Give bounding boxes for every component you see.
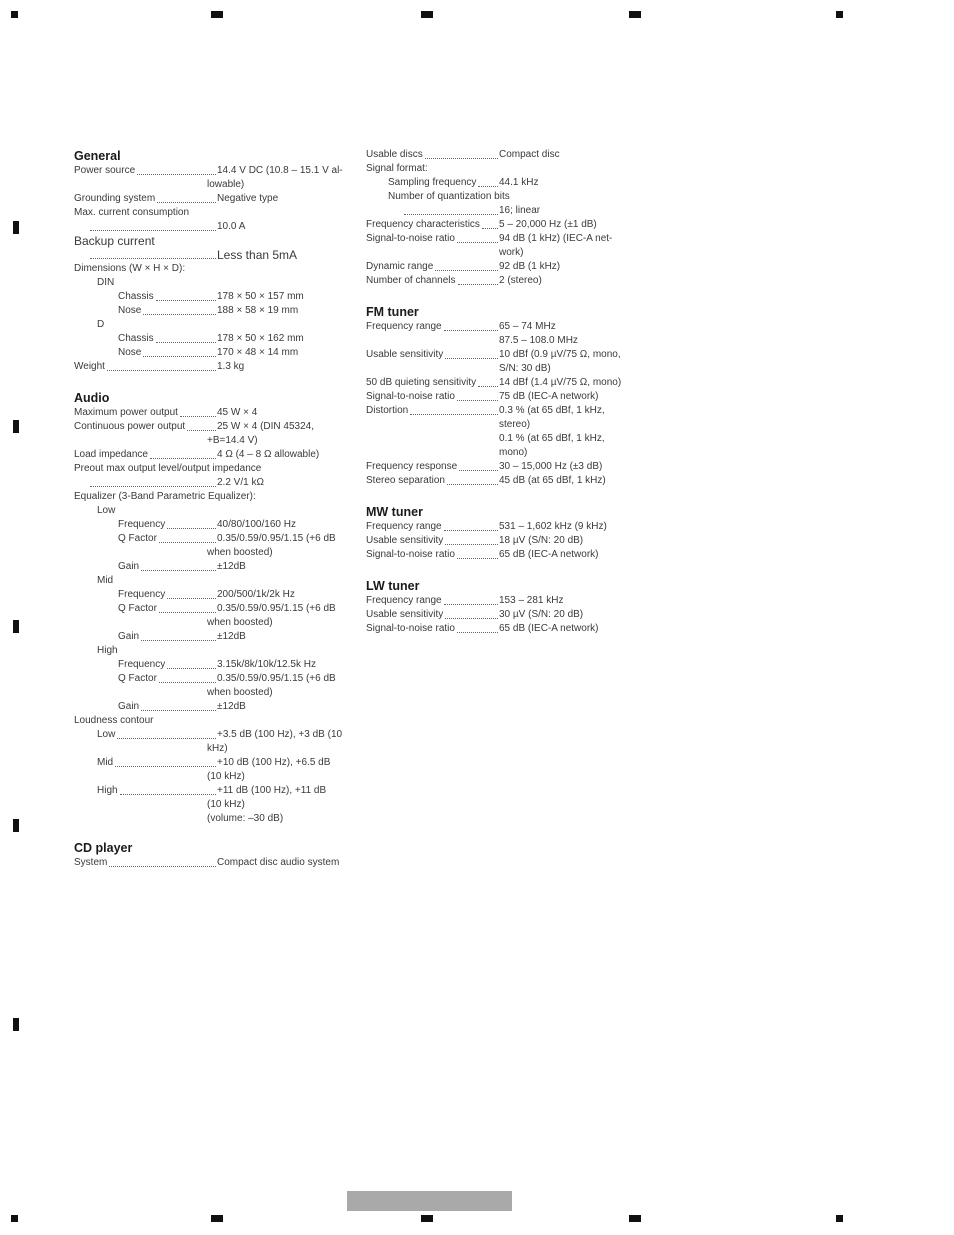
spec-value: +3.5 dB (100 Hz), +3 dB (10 xyxy=(217,729,343,740)
eq-low-freq-row xyxy=(74,518,349,532)
spec-value: 0.35/0.59/0.95/1.15 (+6 dB xyxy=(217,533,336,544)
spec-value: ±12dB xyxy=(217,561,246,572)
spec-value: 65 dB (IEC-A network) xyxy=(499,549,599,560)
spec-label: Frequency response xyxy=(366,461,458,472)
spec-label: Gain xyxy=(118,561,140,572)
d-chassis-row xyxy=(74,332,349,346)
spec-value: 3.15k/8k/10k/12.5k Hz xyxy=(217,659,316,670)
fm-usable-row xyxy=(366,348,626,362)
spec-label: Frequency xyxy=(118,519,166,530)
d-label: D xyxy=(97,319,105,330)
spec-label: Maximum power output xyxy=(74,407,178,418)
spec-value: Compact disc audio system xyxy=(217,857,340,868)
loudness-high-row xyxy=(74,784,349,798)
spec-label: Nose xyxy=(118,347,142,358)
fm-stereo-sep-row xyxy=(366,474,626,488)
mw-snr-row xyxy=(366,548,626,562)
spec-label: Stereo separation xyxy=(366,475,445,486)
dyn-range-row xyxy=(366,260,626,274)
lw-usable-row xyxy=(366,608,626,622)
spec-label: Gain xyxy=(118,701,140,712)
spec-label: Frequency range xyxy=(366,595,442,606)
max-current-label: Max. current consumption xyxy=(74,207,190,218)
spec-value: 18 µV (S/N: 20 dB) xyxy=(499,535,584,546)
fm-quieting-row xyxy=(366,376,626,390)
eq-low-gain-row xyxy=(74,560,349,574)
spec-label: Frequency range xyxy=(366,321,442,332)
spec-value: 75 dB (IEC-A network) xyxy=(499,391,599,402)
max-power-row xyxy=(74,406,349,420)
mw-tuner-heading: MW tuner xyxy=(366,505,423,519)
spec-value: 153 – 281 kHz xyxy=(499,595,564,606)
spec-value: 45 dB (at 65 dBf, 1 kHz) xyxy=(499,475,606,486)
loudness-label: Loudness contour xyxy=(74,715,154,726)
spec-value: 30 – 15,000 Hz (±3 dB) xyxy=(499,461,603,472)
spec-value: 14.4 V DC (10.8 – 15.1 V al- xyxy=(217,165,343,176)
cd-player-heading: CD player xyxy=(74,841,133,855)
spec-label: Number of channels xyxy=(366,275,456,286)
spec-value: 200/500/1k/2k Hz xyxy=(217,589,295,600)
spec-value: 178 × 50 × 162 mm xyxy=(217,333,304,344)
general-heading: General xyxy=(74,149,121,163)
spec-label: Chassis xyxy=(118,291,154,302)
quant-row xyxy=(366,204,626,218)
spec-value-cont: when boosted) xyxy=(207,617,273,628)
registration-mark-left-5 xyxy=(13,1018,19,1031)
spec-value: ±12dB xyxy=(217,701,246,712)
registration-mark-left-4 xyxy=(13,819,19,832)
spec-label: Frequency range xyxy=(366,521,442,532)
spec-value-cont: 0.1 % (at 65 dBf, 1 kHz, xyxy=(499,433,605,444)
power-source-row xyxy=(74,164,349,178)
eq-low-label: Low xyxy=(97,505,116,516)
spec-value: 0.3 % (at 65 dBf, 1 kHz, xyxy=(499,405,605,416)
registration-mark-top-left xyxy=(11,11,18,18)
spec-value: 40/80/100/160 Hz xyxy=(217,519,296,530)
lw-freq-row xyxy=(366,594,626,608)
spec-value: 4 Ω (4 – 8 Ω allowable) xyxy=(217,449,320,460)
spec-label: Continuous power output xyxy=(74,421,186,432)
fm-freq-row xyxy=(366,320,626,334)
spec-value: 1.3 kg xyxy=(217,361,245,372)
spec-value: 0.35/0.59/0.95/1.15 (+6 dB xyxy=(217,603,336,614)
spec-label: High xyxy=(97,785,118,796)
spec-value: 65 dB (IEC-A network) xyxy=(499,623,599,634)
spec-value: 44.1 kHz xyxy=(499,177,539,188)
spec-label: Power source xyxy=(74,165,136,176)
spec-value: 178 × 50 × 157 mm xyxy=(217,291,304,302)
registration-mark-bottom-right xyxy=(836,1215,843,1222)
din-chassis-row xyxy=(74,290,349,304)
spec-label: Sampling frequency xyxy=(388,177,477,188)
registration-mark-top-3 xyxy=(629,11,641,18)
loudness-low-row xyxy=(74,728,349,742)
spec-value-cont: lowable) xyxy=(207,179,245,190)
mw-usable-row xyxy=(366,534,626,548)
spec-value: 531 – 1,602 kHz (9 kHz) xyxy=(499,521,607,532)
fm-distortion-row xyxy=(366,404,626,418)
spec-label: Usable discs xyxy=(366,149,423,160)
spec-label: Usable sensitivity xyxy=(366,535,444,546)
mw-freq-row xyxy=(366,520,626,534)
spec-label: Usable sensitivity xyxy=(366,609,444,620)
audio-heading: Audio xyxy=(74,391,110,405)
spec-value: 14 dBf (1.4 µV/75 Ω, mono) xyxy=(499,377,622,388)
sampling-row xyxy=(366,176,626,190)
fm-snr-row xyxy=(366,390,626,404)
spec-value: Less than 5mA xyxy=(217,248,298,262)
registration-mark-top-1 xyxy=(211,11,223,18)
spec-value-cont: +B=14.4 V) xyxy=(207,435,258,446)
freq-char-row xyxy=(366,218,626,232)
eq-high-q-row xyxy=(74,672,349,686)
spec-value: 2.2 V/1 kΩ xyxy=(217,477,264,488)
spec-value: Compact disc xyxy=(499,149,560,160)
lw-tuner-heading: LW tuner xyxy=(366,579,420,593)
spec-label: Weight xyxy=(74,361,105,372)
lw-snr-row xyxy=(366,622,626,636)
spec-column-right xyxy=(366,148,626,636)
spec-label: System xyxy=(74,857,108,868)
spec-label: Signal-to-noise ratio xyxy=(366,623,455,634)
spec-value: 30 µV (S/N: 20 dB) xyxy=(499,609,584,620)
spec-value: 65 – 74 MHz xyxy=(499,321,556,332)
backup-current-label: Backup current xyxy=(74,234,155,248)
spec-value-cont: when boosted) xyxy=(207,547,273,558)
registration-mark-left-1 xyxy=(13,221,19,234)
spec-value: +10 dB (100 Hz), +6.5 dB xyxy=(217,757,331,768)
cd-system-row xyxy=(74,856,349,870)
spec-label: Q Factor xyxy=(118,603,157,614)
spec-value: 10.0 A xyxy=(217,221,246,232)
backup-current-row xyxy=(74,248,349,262)
spec-value: ±12dB xyxy=(217,631,246,642)
eq-mid-label: Mid xyxy=(97,575,114,586)
usable-discs-row xyxy=(366,148,626,162)
eq-mid-q-row xyxy=(74,602,349,616)
spec-value: 0.35/0.59/0.95/1.15 (+6 dB xyxy=(217,673,336,684)
spec-value-cont: S/N: 30 dB) xyxy=(499,363,551,374)
spec-label: Load impedance xyxy=(74,449,148,460)
spec-value-cont: 87.5 – 108.0 MHz xyxy=(499,335,578,346)
registration-mark-bottom-2 xyxy=(421,1215,433,1222)
spec-value-cont: stereo) xyxy=(499,419,531,430)
spec-value-cont: when boosted) xyxy=(207,687,273,698)
d-nose-row xyxy=(74,346,349,360)
preout-row xyxy=(74,476,349,490)
spec-value: 5 – 20,000 Hz (±1 dB) xyxy=(499,219,597,230)
spec-value-cont: (10 kHz) xyxy=(207,771,245,782)
equalizer-label: Equalizer (3-Band Parametric Equalizer): xyxy=(74,491,256,502)
eq-high-gain-row xyxy=(74,700,349,714)
spec-value: 45 W × 4 xyxy=(217,407,258,418)
spec-value: 16; linear xyxy=(499,205,541,216)
preout-label: Preout max output level/output impedance xyxy=(74,463,262,474)
spec-label: Signal-to-noise ratio xyxy=(366,233,455,244)
din-label: DIN xyxy=(97,277,115,288)
dimensions-label: Dimensions (W × H × D): xyxy=(74,263,186,274)
fm-freq-resp-row xyxy=(366,460,626,474)
spec-label: Signal-to-noise ratio xyxy=(366,391,455,402)
spec-value: 188 × 58 × 19 mm xyxy=(217,305,299,316)
cont-power-row xyxy=(74,420,349,434)
eq-high-freq-row xyxy=(74,658,349,672)
spec-value: 25 W × 4 (DIN 45324, xyxy=(217,421,314,432)
spec-label: Distortion xyxy=(366,405,409,416)
spec-label: Frequency xyxy=(118,589,166,600)
eq-mid-freq-row xyxy=(74,588,349,602)
signal-format-label: Signal format: xyxy=(366,163,428,174)
spec-value: 10 dBf (0.9 µV/75 Ω, mono, xyxy=(499,349,621,360)
channels-row xyxy=(366,274,626,288)
quant-label: Number of quantization bits xyxy=(388,191,510,202)
grounding-row xyxy=(74,192,349,206)
spec-label: Gain xyxy=(118,631,140,642)
din-nose-row xyxy=(74,304,349,318)
max-current-row xyxy=(74,220,349,234)
registration-mark-top-right xyxy=(836,11,843,18)
spec-value-cont: (10 kHz) xyxy=(207,799,245,810)
registration-mark-top-2 xyxy=(421,11,433,18)
spec-label: Signal-to-noise ratio xyxy=(366,549,455,560)
spec-label: Frequency xyxy=(118,659,166,670)
spec-label: Frequency characteristics xyxy=(366,219,480,230)
registration-mark-left-3 xyxy=(13,620,19,633)
spec-label: Mid xyxy=(97,757,114,768)
registration-mark-bottom-left xyxy=(11,1215,18,1222)
spec-label: Usable sensitivity xyxy=(366,349,444,360)
eq-mid-gain-row xyxy=(74,630,349,644)
registration-mark-bottom-1 xyxy=(211,1215,223,1222)
spec-value-cont: (volume: –30 dB) xyxy=(207,813,284,824)
footer-bar xyxy=(347,1191,512,1211)
weight-row xyxy=(74,360,349,374)
spec-label: Grounding system xyxy=(74,193,156,204)
spec-label: Chassis xyxy=(118,333,154,344)
spec-value: 2 (stereo) xyxy=(499,275,542,286)
eq-low-q-row xyxy=(74,532,349,546)
cd-snr-row xyxy=(366,232,626,246)
spec-column-left xyxy=(74,148,349,870)
spec-value-cont: kHz) xyxy=(207,743,228,754)
spec-value-cont: mono) xyxy=(499,447,528,458)
spec-label: Low xyxy=(97,729,116,740)
spec-label: Q Factor xyxy=(118,673,157,684)
load-impedance-row xyxy=(74,448,349,462)
registration-mark-left-2 xyxy=(13,420,19,433)
spec-label: Nose xyxy=(118,305,142,316)
spec-label: 50 dB quieting sensitivity xyxy=(366,377,477,388)
fm-tuner-heading: FM tuner xyxy=(366,305,419,319)
spec-label: Q Factor xyxy=(118,533,157,544)
loudness-mid-row xyxy=(74,756,349,770)
spec-value: 170 × 48 × 14 mm xyxy=(217,347,299,358)
registration-mark-bottom-3 xyxy=(629,1215,641,1222)
spec-value: +11 dB (100 Hz), +11 dB xyxy=(217,785,327,796)
eq-high-label: High xyxy=(97,645,118,656)
spec-value-cont: work) xyxy=(499,247,524,258)
spec-value: 94 dB (1 kHz) (IEC-A net- xyxy=(499,233,613,244)
spec-label: Dynamic range xyxy=(366,261,434,272)
spec-value: Negative type xyxy=(217,193,279,204)
spec-value: 92 dB (1 kHz) xyxy=(499,261,561,272)
